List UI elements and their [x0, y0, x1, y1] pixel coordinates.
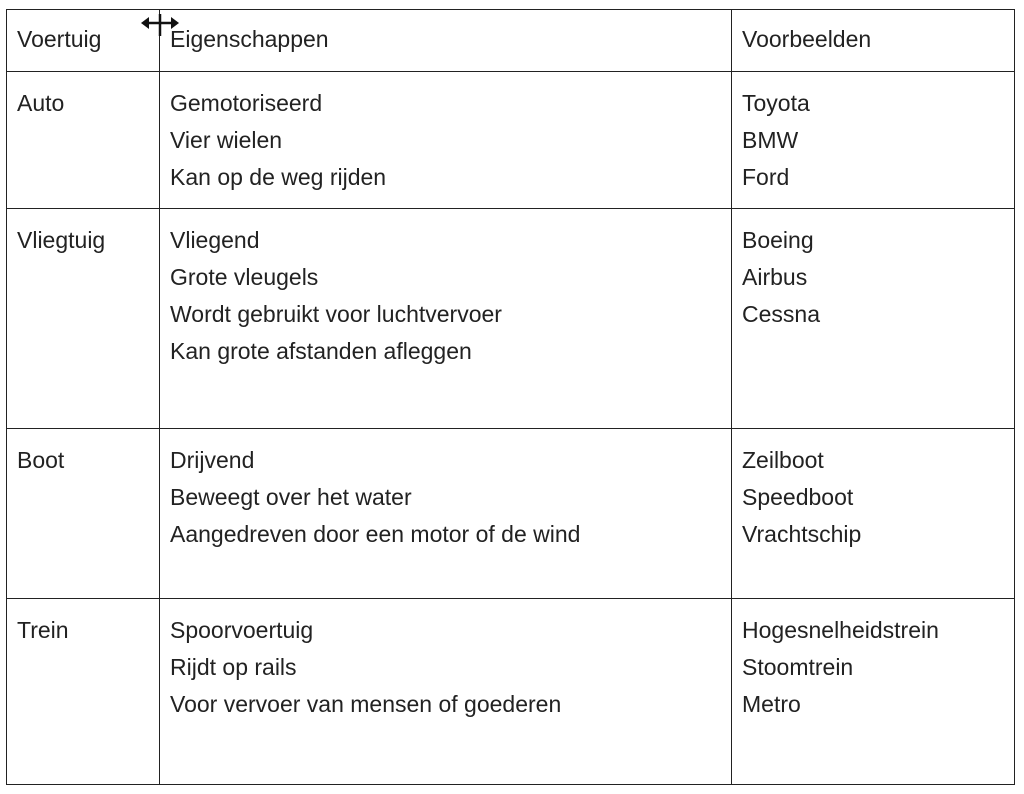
table-row-auto — [7, 72, 1015, 209]
examples-cell[interactable] — [732, 209, 1015, 429]
vehicle-name: Boot — [17, 447, 65, 473]
header-label-voorbeelden: Voorbeelden — [742, 26, 872, 52]
vehicle-cell[interactable] — [7, 72, 160, 209]
example-line: Cessna — [742, 301, 820, 327]
examples-cell[interactable] — [732, 72, 1015, 209]
property-line: Grote vleugels — [170, 264, 319, 290]
examples-cell[interactable] — [732, 429, 1015, 599]
vehicle-name: Auto — [17, 90, 65, 116]
example-line: Toyota — [742, 90, 810, 116]
examples-cell[interactable] — [732, 599, 1015, 785]
column-resize-cursor-icon — [140, 12, 180, 38]
properties-cell[interactable] — [160, 72, 732, 209]
properties-cell[interactable] — [160, 209, 732, 429]
property-line: Aangedreven door een motor of de wind — [170, 521, 581, 547]
table-row-boot — [7, 429, 1015, 599]
property-line: Drijvend — [170, 447, 255, 473]
example-line: BMW — [742, 127, 799, 153]
header-label-eigenschappen: Eigenschappen — [170, 26, 329, 52]
vehicle-cell[interactable] — [7, 429, 160, 599]
properties-cell[interactable] — [160, 599, 732, 785]
example-line: Stoomtrein — [742, 654, 854, 680]
property-line: Kan grote afstanden afleggen — [170, 338, 472, 364]
example-line: Ford — [742, 164, 790, 190]
property-line: Rijdt op rails — [170, 654, 297, 680]
property-line: Kan op de weg rijden — [170, 164, 387, 190]
vehicle-table — [6, 9, 1015, 785]
property-line: Wordt gebruikt voor luchtvervoer — [170, 301, 502, 327]
example-line: Speedboot — [742, 484, 854, 510]
example-line: Hogesnelheidstrein — [742, 617, 939, 643]
header-label-voertuig: Voertuig — [17, 26, 102, 52]
vehicle-name: Trein — [17, 617, 69, 643]
property-line: Voor vervoer van mensen of goederen — [170, 691, 562, 717]
properties-cell[interactable] — [160, 429, 732, 599]
property-line: Gemotoriseerd — [170, 90, 323, 116]
example-line: Metro — [742, 691, 801, 717]
header-cell-eigenschappen[interactable] — [160, 10, 732, 72]
vehicle-name: Vliegtuig — [17, 227, 106, 253]
example-line: Vrachtschip — [742, 521, 862, 547]
example-line: Boeing — [742, 227, 814, 253]
property-line: Vier wielen — [170, 127, 283, 153]
example-line: Zeilboot — [742, 447, 824, 473]
table-row-trein — [7, 599, 1015, 785]
header-cell-voertuig[interactable] — [7, 10, 160, 72]
example-line: Airbus — [742, 264, 808, 290]
table-row-vliegtuig — [7, 209, 1015, 429]
vehicle-cell[interactable] — [7, 599, 160, 785]
vehicle-cell[interactable] — [7, 209, 160, 429]
property-line: Vliegend — [170, 227, 260, 253]
property-line: Spoorvoertuig — [170, 617, 314, 643]
header-cell-voorbeelden[interactable] — [732, 10, 1015, 72]
property-line: Beweegt over het water — [170, 484, 412, 510]
